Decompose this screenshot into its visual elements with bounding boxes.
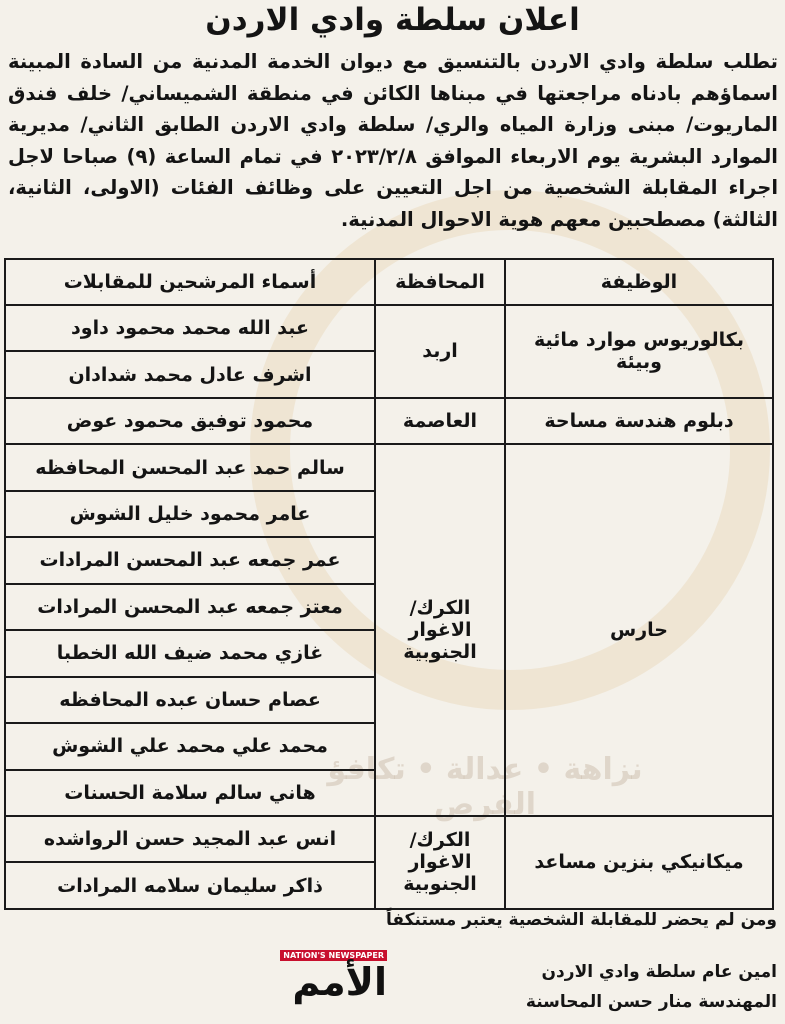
watermark-slogan: نزاهة • عدالة • تكافؤ الفرص (327, 752, 643, 822)
job-cell: دبلوم هندسة مساحة (505, 398, 773, 444)
table-row (5, 305, 773, 351)
candidate-name: محمد علي محمد علي الشوش (5, 723, 375, 769)
candidate-name: غازي محمد ضيف الله الخطبا (5, 630, 375, 676)
candidate-name: معتز جمعه عبد المحسن المرادات (5, 584, 375, 630)
absence-note: ومن لم يحضر للمقابلة الشخصية يعتبر مستنكفاً (386, 910, 777, 930)
header-governorate: المحافظة (375, 259, 505, 305)
candidate-name: انس عبد المجيد حسن الرواشده (5, 816, 375, 862)
job-cell: ميكانيكي بنزين مساعد (505, 816, 773, 909)
signature-name: المهندسة منار حسن المحاسنة (525, 992, 777, 1012)
signature-title: امين عام سلطة وادي الاردن (541, 962, 777, 982)
governorate-cell: الكرك/الاغوار الجنوبية (375, 816, 505, 909)
candidate-name: اشرف عادل محمد شدادان (5, 351, 375, 397)
table-row (5, 398, 773, 444)
signature-block (526, 957, 777, 1017)
candidate-name: محمود توفيق محمود عوض (5, 398, 375, 444)
table-row (5, 816, 773, 862)
table-header-row (5, 259, 773, 305)
candidate-name: عصام حسان عبده المحافظه (5, 677, 375, 723)
candidate-name: عامر محمود خليل الشوش (5, 491, 375, 537)
newspaper-name: الأمم (292, 960, 387, 1004)
candidates-table (4, 258, 774, 910)
job-cell: بكالوريوس موارد مائية وبيئة (505, 305, 773, 398)
header-names: أسماء المرشحين للمقابلات (5, 259, 375, 305)
page-title: اعلان سلطة وادي الاردن (205, 2, 580, 38)
newspaper-logo (237, 950, 387, 1010)
job-cell: حارس (505, 444, 773, 816)
candidate-name: عبد الله محمد محمود داود (5, 305, 375, 351)
candidate-name: هاني سالم سلامة الحسنات (5, 770, 375, 816)
governorate-cell: اربد (375, 305, 505, 398)
candidate-name: ذاكر سليمان سلامه المرادات (5, 862, 375, 909)
intro-paragraph: تطلب سلطة وادي الاردن بالتنسيق مع ديوان الخدمة المدنية من السادة المبينة اسماؤهم بادناه مراجعتها في مبناها الكائن في منطقة الشميساني/ خلف فندق الماريوت/ مبنى وزارة المياه والري/ سلطة وادي الاردن الطابق الثاني/ مديرية الموارد البشرية يوم الاربعاء الموافق ٢٠٢٣/٢/٨ في تمام الساعة (٩) صباحا لاجل اجراء المقابلة الشخصية من اجل التعيين على وظائف الفئات (الاولى، الثانية، الثالثة) مصطحبين معهم هوية الاحوال المدنية. (8, 50, 778, 231)
table-row (5, 444, 773, 490)
header-job: الوظيفة (505, 259, 773, 305)
newspaper-tagline: NATION'S NEWSPAPER (280, 950, 387, 961)
candidate-name: عمر جمعه عبد المحسن المرادات (5, 537, 375, 583)
governorate-cell: العاصمة (375, 398, 505, 444)
candidate-name: سالم حمد عبد المحسن المحافظه (5, 444, 375, 490)
governorate-cell: الكرك/الاغوار الجنوبية (375, 444, 505, 816)
